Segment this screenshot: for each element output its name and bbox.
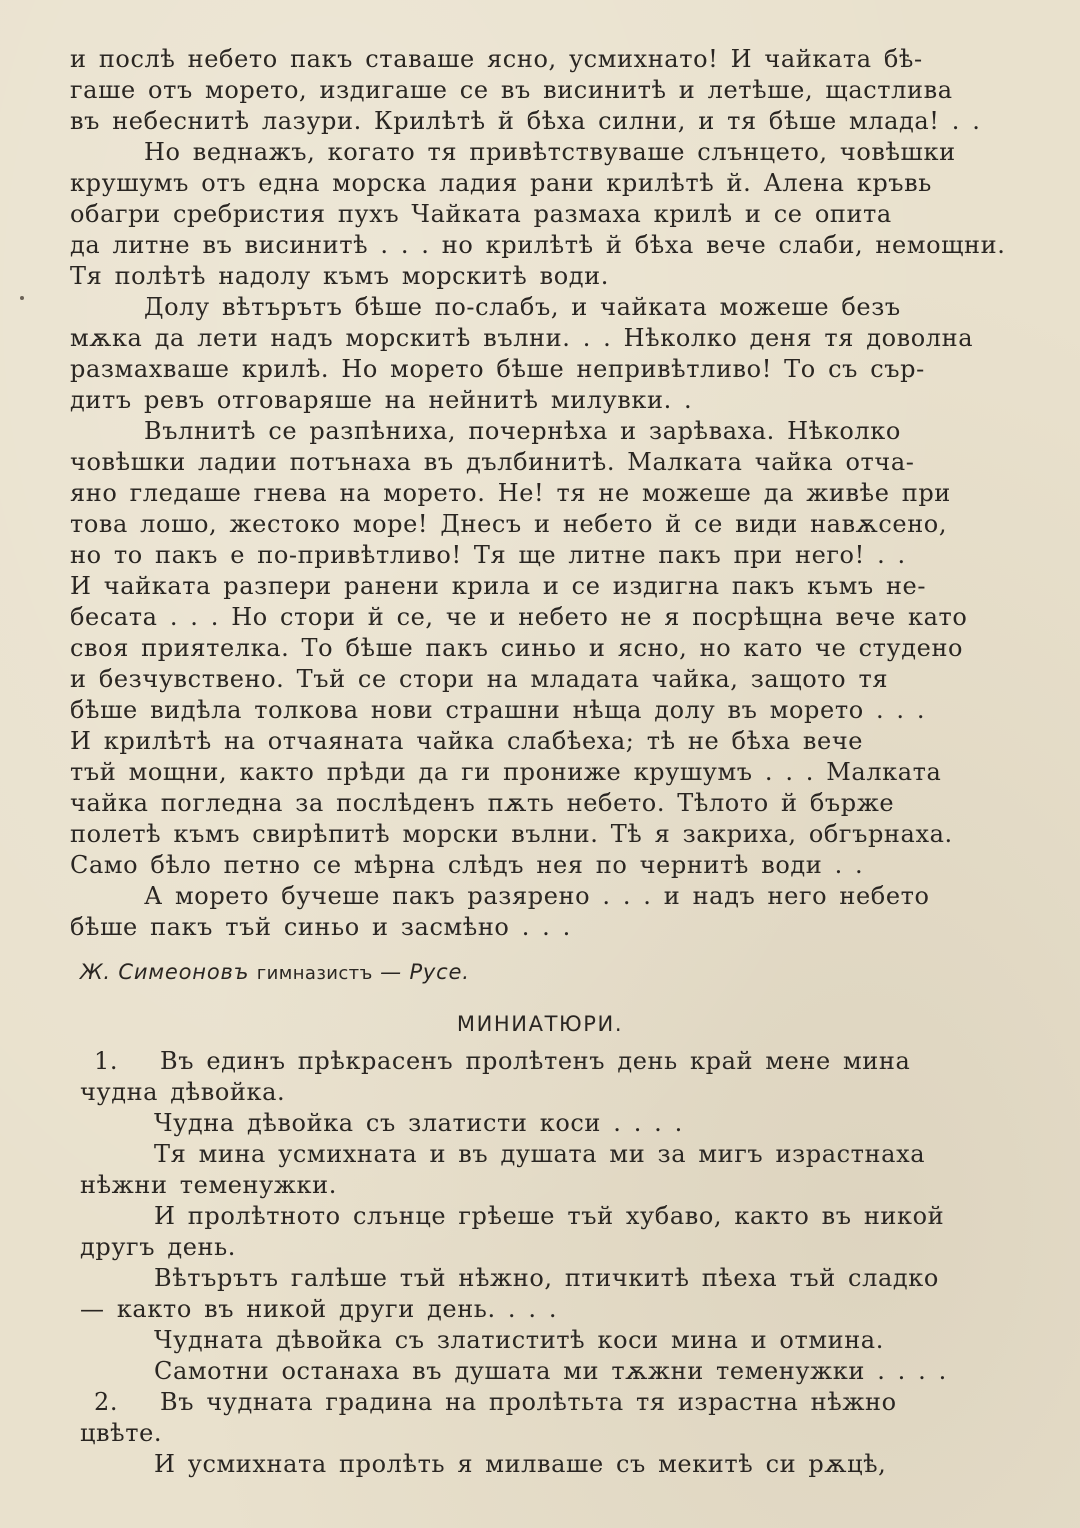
article-line: обагри сребристия пухъ Чайката размаха крилѣ и се опита <box>70 200 892 228</box>
item-first-line: Въ единъ прѣкрасенъ пролѣтенъ день край мене мина <box>160 1047 911 1075</box>
article-line: своя приятелка. То бѣше пакъ синьо и ясно, но като че студено <box>70 634 964 662</box>
article-line: бѣше видѣла толкова нови страшни нѣща долу въ морето . . . <box>70 696 926 724</box>
article-body <box>70 44 1006 943</box>
item-first-line: Въ чудната градина на пролѣтьта тя израстна нѣжно <box>160 1388 897 1416</box>
miniature-line: Самотни останаха въ душата ми тѫжни теменужки . . . . <box>154 1357 947 1385</box>
miniature-item-1 <box>80 1046 940 1077</box>
paper-speck <box>20 296 24 300</box>
article-line: това лошо, жестоко море! Днесъ и небето й се види навѫсено, <box>70 510 948 538</box>
article-line: бесата . . . Но стори й се, че и небето не я посрѣщна вече като <box>70 603 968 631</box>
article-line: Само бѣло петно се мѣрна слѣдъ нея по чернитѣ води . . <box>70 851 864 879</box>
miniature-line: чудна дѣвойка. <box>80 1078 286 1106</box>
miniature-line: — както въ никой други день. . . . <box>80 1295 558 1323</box>
author-signature <box>80 960 470 984</box>
article-line: тъй мощни, както прѣди да ги прониже крушумъ . . . Малката <box>70 758 942 786</box>
article-line: яно гледаше гнева на морето. Не! тя не можеше да живѣе при <box>70 479 951 507</box>
article-line: и безчувствено. Тъй се стори на младата чайка, защото тя <box>70 665 889 693</box>
article-line: мѫка да лети надъ морскитѣ вълни. . . Нѣколко деня тя доволна <box>70 324 974 352</box>
article-line: дитъ ревъ отговаряше на нейнитѣ милувки. . <box>70 386 693 414</box>
miniature-line: нѣжни теменужки. <box>80 1171 337 1199</box>
author-name: Ж. Симеоновъ <box>80 960 250 984</box>
miniature-item-2 <box>80 1387 940 1418</box>
article-line: А морето бучеше пакъ разярено . . . и надъ него небето <box>144 882 930 910</box>
article-line: гаше отъ морето, издигаше се въ висинитѣ и летѣше, щастлива <box>70 76 953 104</box>
author-city: — Русе. <box>380 960 470 984</box>
article-line: човѣшки ладии потънаха въ дълбинитѣ. Малката чайка отча- <box>70 448 915 476</box>
miniature-line: И пролѣтното слънце грѣеше тъй хубаво, както въ никой <box>154 1202 945 1230</box>
article-line: И крилѣтѣ на отчаяната чайка слабѣеха; тѣ не бѣха вече <box>70 727 864 755</box>
miniature-line: Чудната дѣвойка съ златиститѣ коси мина и отмина. <box>154 1326 884 1354</box>
article-line: полетѣ къмъ свирѣпитѣ морски вълни. Тѣ я закриха, обгърнаха. <box>70 820 953 848</box>
article-line: Вълнитѣ се разпѣниха, почернѣха и зарѣваха. Нѣколко <box>144 417 901 445</box>
article-line: чайка погледна за послѣденъ пѫть небето. Тѣлото й бърже <box>70 789 895 817</box>
article-line: И чайката разпери ранени крила и се издигна пакъ къмъ не- <box>70 572 927 600</box>
miniature-line: другъ день. <box>80 1233 237 1261</box>
miniature-line: Тя мина усмихната и въ душата ми за мигъ израстнаха <box>154 1140 926 1168</box>
article-line: и послѣ небето пакъ ставаше ясно, усмихнато! И чайката бѣ- <box>70 45 923 73</box>
article-line: да литне въ висинитѣ . . . но крилѣтѣ й бѣха вече слаби, немощни. <box>70 231 1006 259</box>
miniature-line: И усмихната пролѣть я милваше съ мекитѣ си рѫцѣ, <box>154 1450 887 1478</box>
miniature-line: Вѣтърътъ галѣше тъй нѣжно, птичкитѣ пѣеха тъй сладко <box>154 1264 939 1292</box>
item-number: 2. <box>94 1388 119 1416</box>
article-line: но то пакъ е по-привѣтливо! Тя ще литне пакъ при него! . . <box>70 541 906 569</box>
article-line: Но веднажъ, когато тя привѣтствуваше слънцето, човѣшки <box>144 138 956 166</box>
section-title: МИНИАТЮРИ. <box>456 1012 624 1036</box>
article-line: въ небеснитѣ лазури. Крилѣтѣ й бѣха силни, и тя бѣше млада! . . <box>70 107 981 135</box>
article-line: размахваше крилѣ. Но морето бѣше непривѣтливо! То съ сър- <box>70 355 925 383</box>
miniatures-body <box>80 1046 947 1480</box>
article-line: крушумъ отъ една морска ладия рани крилѣтѣ й. Алена кръвь <box>70 169 932 197</box>
author-label: гимназистъ <box>256 963 373 984</box>
article-line: Долу вѣтърътъ бѣше по-слабъ, и чайката можеше безъ <box>144 293 901 321</box>
item-number: 1. <box>94 1047 119 1075</box>
article-line: бѣше пакъ тъй синьо и засмѣно . . . <box>70 913 571 941</box>
article-line: Тя полѣтѣ надолу къмъ морскитѣ води. <box>70 262 609 290</box>
miniature-line: Чудна дѣвойка съ златисти коси . . . . <box>154 1109 683 1137</box>
miniature-line: цвѣте. <box>80 1419 163 1447</box>
